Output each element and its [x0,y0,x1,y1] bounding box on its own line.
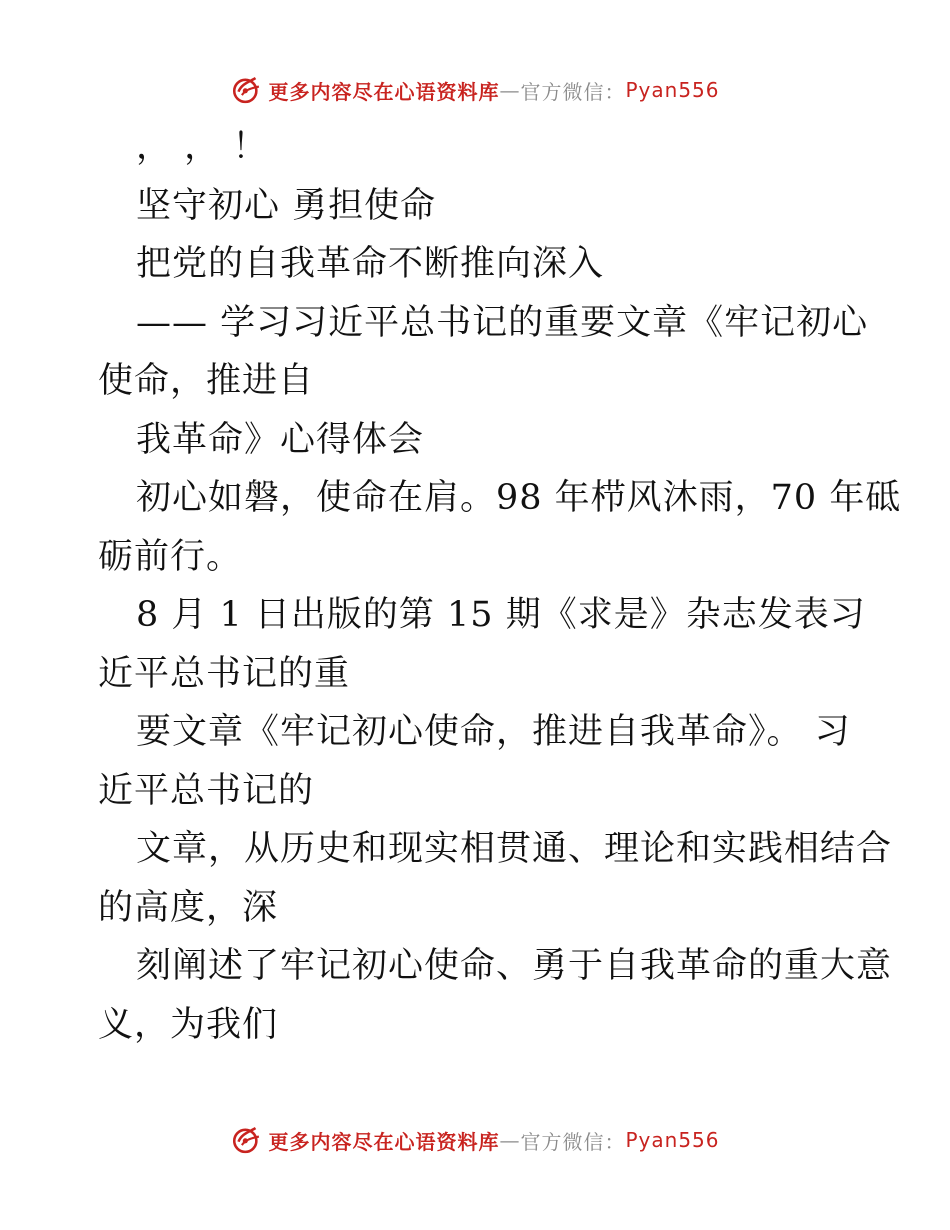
watermark-wechat-label: 官方微信： [520,79,626,104]
watermark-dash: — [499,78,521,102]
watermark-wechat-id: Pyan556 [625,78,720,102]
header-watermark [0,70,950,110]
text-line: 近平总书记的 [98,770,315,811]
text-line: ， ， ！ [136,127,269,167]
text-line: 使命，推进自 [98,361,315,401]
watermark-main-text: 更多内容尽在心语资料库 [268,79,500,104]
watermark-wechat-label: 官方微信： [520,1129,626,1154]
text-line: 我革命》心得体会 [136,419,425,460]
watermark-wechat-id: Pyan556 [625,1128,720,1152]
text-line: 刻阐述了牢记初心使命、勇于自我革命的重大意 [136,946,893,986]
text-line: 近平总书记的重 [98,653,351,694]
footer-watermark [0,1120,950,1160]
text-line: 8 月 1 日出版的第 15 期《求是》杂志发表习 [136,595,866,635]
text-line: 要文章《牢记初心使命，推进自我革命》。 习 [136,712,851,752]
text-line: 把党的自我革命不断推向深入 [136,244,605,284]
watermark-dash: — [499,1128,521,1152]
text-line: 义，为我们 [98,1004,279,1045]
text-line: 砺前行。 [98,536,243,577]
document-body [98,118,902,1054]
watermark-main-text: 更多内容尽在心语资料库 [268,1129,500,1154]
logo-swirl-icon [230,73,264,107]
text-line: 初心如磐，使命在肩。98 年栉风沐雨，70 年砥 [136,478,902,518]
text-line: 文章，从历史和现实相贯通、理论和实践相结合 [136,829,893,869]
logo-swirl-icon [230,1123,264,1157]
text-line: 的高度，深 [98,887,279,928]
text-line: 坚守初心 勇担使命 [136,185,437,226]
text-line: —— 学习习近平总书记的重要文章《牢记初心 [136,302,869,343]
